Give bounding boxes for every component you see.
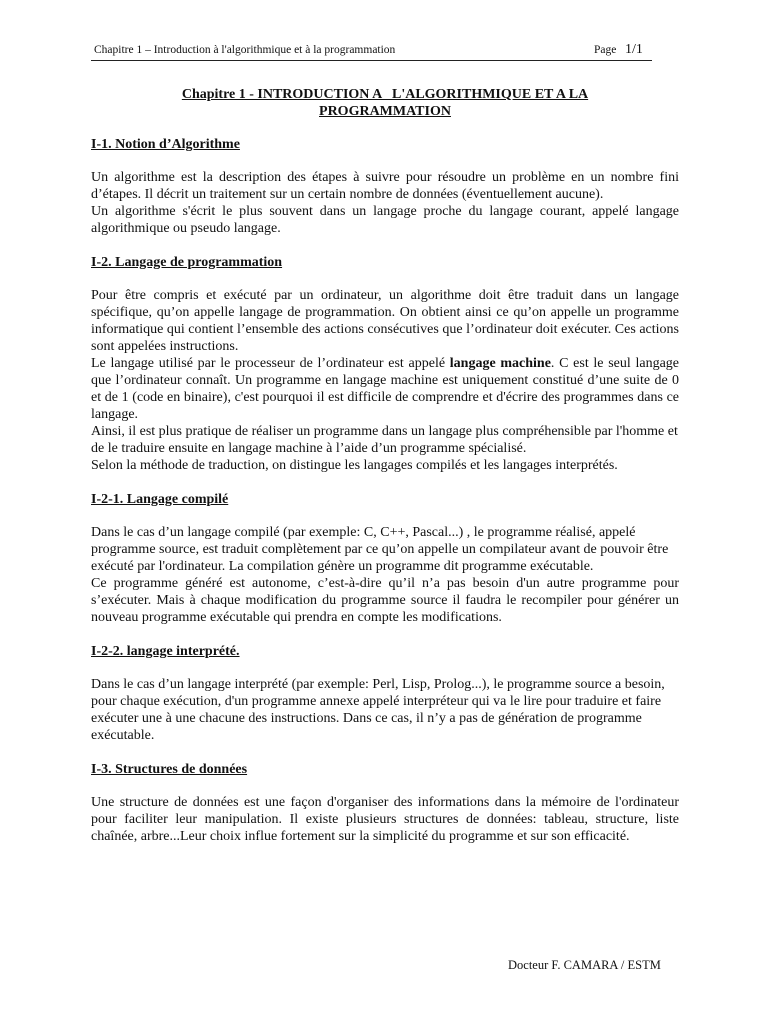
document-body (91, 136, 679, 845)
section-heading-notion-algorithme: I-1. Notion d’Algorithme (91, 137, 240, 152)
section-heading-langage-interprete: I-2-2. langage interprété. (91, 644, 240, 659)
paragraph: Ce programme généré est autonome, c’est-à-dire qu’il n’a pas besoin d'un autre programme pour s’exécuter. Mais à chaque modification du programme source il faudra le recompiler pour générer un nouveau programme exécutable qui prendra en compte les modifications. (91, 576, 679, 625)
header-page-info (594, 42, 643, 58)
paragraph: Dans le cas d’un langage interprété (par exemple: Perl, Lisp, Prolog...), le programme source a besoin, pour chaque exécution, d'un programme annexe appelé interpréteur qui va le lire pour traduire et faire exécuter une à une chacune des instructions. Dans ce cas, il n’y a pas de génération de programme exécutable. (91, 677, 665, 743)
section-heading-structures-donnees: I-3. Structures de données (91, 762, 248, 777)
document-title-line-2: PROGRAMMATION (319, 104, 451, 119)
bold-term-langage-machine: langage machine (449, 356, 551, 371)
page-header (91, 44, 652, 61)
paragraph: Un algorithme est la description des étapes à suivre pour résoudre un problème en un nombre fini d’étapes. Il décrit un traitement sur un certain nombre de données (éventuellement aucune). (91, 170, 679, 202)
header-page-number: 1/1 (624, 42, 643, 57)
paragraph (91, 355, 679, 423)
paragraph: Un algorithme s'écrit le plus souvent dans un langage proche du langage courant, appelé langage algorithmique ou pseudo langage. (91, 204, 679, 236)
paragraph: Ainsi, il est plus pratique de réaliser un programme dans un langage plus compréhensible par l'homme et de le traduire ensuite en langage machine à l’aide d’un programme spécialisé. (91, 424, 678, 456)
document-title (91, 86, 679, 120)
section-heading-langage-compile: I-2-1. Langage compilé (91, 492, 229, 507)
paragraph-text: Le langage utilisé par le processeur de l’ordinateur est appelé (91, 356, 450, 371)
paragraph: Pour être compris et exécuté par un ordinateur, un algorithme doit être traduit dans un langage spécifique, qu’on appelle langage de programmation. On obtient ainsi ce qu’on appelle un programme informatique qui contient l’ensemble des actions consécutives que l’ordinateur doit exécuter. Ces actions sont appelées instructions. (91, 288, 679, 354)
document-title-line-1: Chapitre 1 - INTRODUCTION A L'ALGORITHMIQUE ET A LA (181, 87, 589, 102)
paragraph: Une structure de données est une façon d'organiser des informations dans la mémoire de l'ordinateur pour faciliter leur manipulation. Il existe plusieurs structures de données: tableau, structure, liste chaînée, arbre...Leur choix influe fortement sur la simplicité du programme et sur son efficacité. (91, 795, 679, 844)
header-chapter-title: Chapitre 1 – Introduction à l'algorithmique et à la programmation (94, 44, 396, 56)
section-heading-langage-programmation: I-2. Langage de programmation (91, 255, 283, 270)
paragraph: Selon la méthode de traduction, on distingue les langages compilés et les langages interprétés. (91, 458, 618, 473)
paragraph: Dans le cas d’un langage compilé (par exemple: C, C++, Pascal...) , le programme réalisé, appelé programme source, est traduit complètement par ce qu’on appelle un compilateur avant de pouvoir être exécuté par l'ordinateur. La compilation génère un programme dit programme exécutable. (91, 525, 669, 574)
page-footer-author: Docteur F. CAMARA / ESTM (508, 958, 661, 972)
paragraph-text: . C est le seul langage que l’ordinateur connaît. Un programme en langage machine est uniquement constitué d’une suite de 0 et de 1 (code en binaire), c'est pourquoi il est difficile de comprendre et d'écrire des programmes dans ce langage. (91, 356, 680, 422)
header-page-label: Page (594, 44, 617, 56)
